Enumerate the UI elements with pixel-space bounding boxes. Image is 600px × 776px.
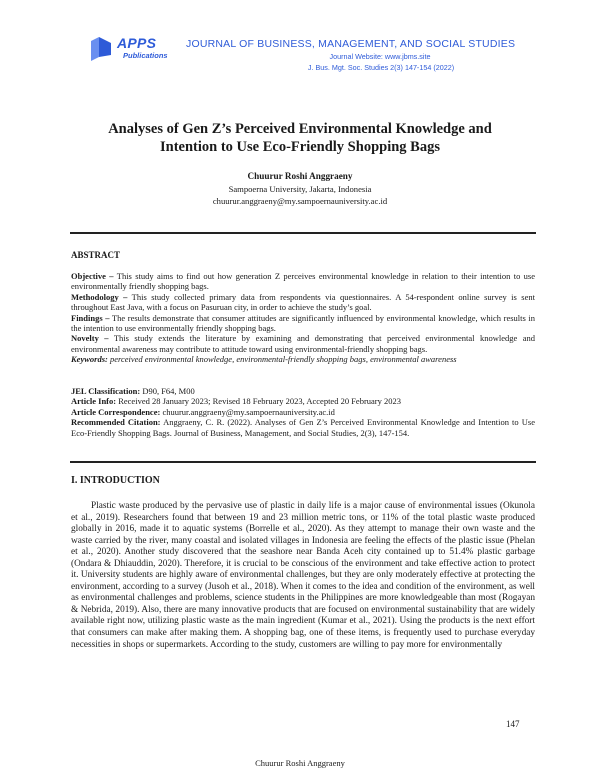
paper-title-line-2: Intention to Use Eco-Friendly Shopping Bags [160, 139, 440, 155]
recommended-citation: Recommended Citation: Anggraeny, C. R. (2022). Analyses of Gen Z’s Perceived Environmental Knowledge and Intention to Use Eco-Friendly Shopping Bags. Journal of Business, Management, and Social Studies, 2(3), 147-154. [71, 417, 535, 438]
author-affiliation: Sampoerna University, Jakarta, Indonesia [228, 184, 372, 194]
article-correspondence: Article Correspondence: chuurur.anggraeny@my.sampoernauniversity.ac.id [71, 406, 335, 417]
journal-website: Journal Website: www.jbms.site [329, 52, 431, 61]
paper-title [60, 120, 540, 156]
author-email: chuurur.anggraeny@my.sampoernauniversity.ac.id [212, 196, 388, 206]
journal-title: JOURNAL OF BUSINESS, MANAGEMENT, AND SOCIAL STUDIES [186, 38, 516, 50]
abstract-findings: Findings – The results demonstrate that consumer attitudes are significantly influenced by environmental knowledge, which results in the intention to use environmentally friendly shopping bags. [71, 312, 536, 334]
apps-logo-icon [90, 37, 112, 61]
publisher-logo [90, 35, 182, 65]
divider-bottom [70, 461, 536, 463]
logo-subtitle: Publications [123, 51, 168, 60]
abstract-objective: Objective – This study aims to find out how generation Z perceives environmental knowledge in relation to their intention to use environmentally friendly shopping bags. [71, 271, 536, 292]
logo-wordmark: APPS [117, 35, 157, 51]
introduction-body [71, 501, 535, 651]
abstract-novelty: Novelty – This study extends the literature by examining and demonstrating that perceived environmental knowledge and environmental awareness may contribute to attitude toward using environmental-friendly shopping bags. [71, 333, 535, 354]
author-name: Chuurur Roshi Anggraeny [247, 171, 353, 181]
footer-author: Chuurur Roshi Anggraeny [255, 758, 345, 768]
jel-classification: JEL Classification: D90, F64, M00 [71, 386, 195, 396]
abstract-methodology: Methodology – This study collected primary data from respondents via questionnaires. A 54-respondent online survey is sent throughout East Java, with a focus on Pasuruan city, in order to achieve the study’s goal. [71, 291, 535, 313]
divider-top [70, 232, 536, 234]
abstract-heading: ABSTRACT [71, 250, 121, 260]
abstract-body [71, 271, 535, 365]
paper-title-line-1: Analyses of Gen Z’s Perceived Environmental Knowledge and [108, 121, 492, 137]
section-heading-introduction: I. INTRODUCTION [71, 475, 160, 486]
abstract-keywords: Keywords: perceived environmental knowledge, environmental-friendly shopping bags, environmental awareness [71, 354, 457, 365]
introduction-paragraph: Plastic waste produced by the pervasive use of plastic in daily life is a major cause of environmental issues (Okunola et al., 2019). Researchers found that between 19 and 23 million metric tons, or 11% of the total plastic waste produced globally in 2016, made it to aquatic systems (Borrelle et al., 2020). As they attempt to manage their own waste and the waste carried by the river, many coastal and isolated villages in Indonesia are feeling the effects of the plastic issue (Phelan et al., 2020). Another study discovered that the seashore near Banda Aceh city contained up to 51.4% plastic garbage (Ondara & Dhiauddin, 2020). Therefore, it is crucial to be conscious of the environment and take effective action to protect it. University students are highly aware of environmental challenges, but they are only moderately effective at protecting the environment, according to a survey (Jusoh et al., 2018). When it comes to the idea and condition of the environment, as well as environmental challenges and problems, science students in the Philippines are more knowledgeable than most (Rogayan & Nebrida, 2019). Also, there are many innovative products that are focused on environmental sustainability that are widely available right now, utilizing plastic waste as the main ingredient (Kumar et al., 2021). Using the products is the next effort that consumers can make after making them. A shopping bag, one of these items, is frequently used to purchase everyday necessities in shops or supermarkets. According to the study, customers are willing to pay more for environmentally [71, 501, 535, 650]
article-meta [71, 386, 535, 438]
page-number: 147 [506, 719, 520, 729]
journal-citation: J. Bus. Mgt. Soc. Studies 2(3) 147-154 (2022) [307, 63, 455, 72]
article-info: Article Info: Received 28 January 2023; Revised 18 February 2023, Accepted 20 February 2023 [71, 396, 402, 407]
